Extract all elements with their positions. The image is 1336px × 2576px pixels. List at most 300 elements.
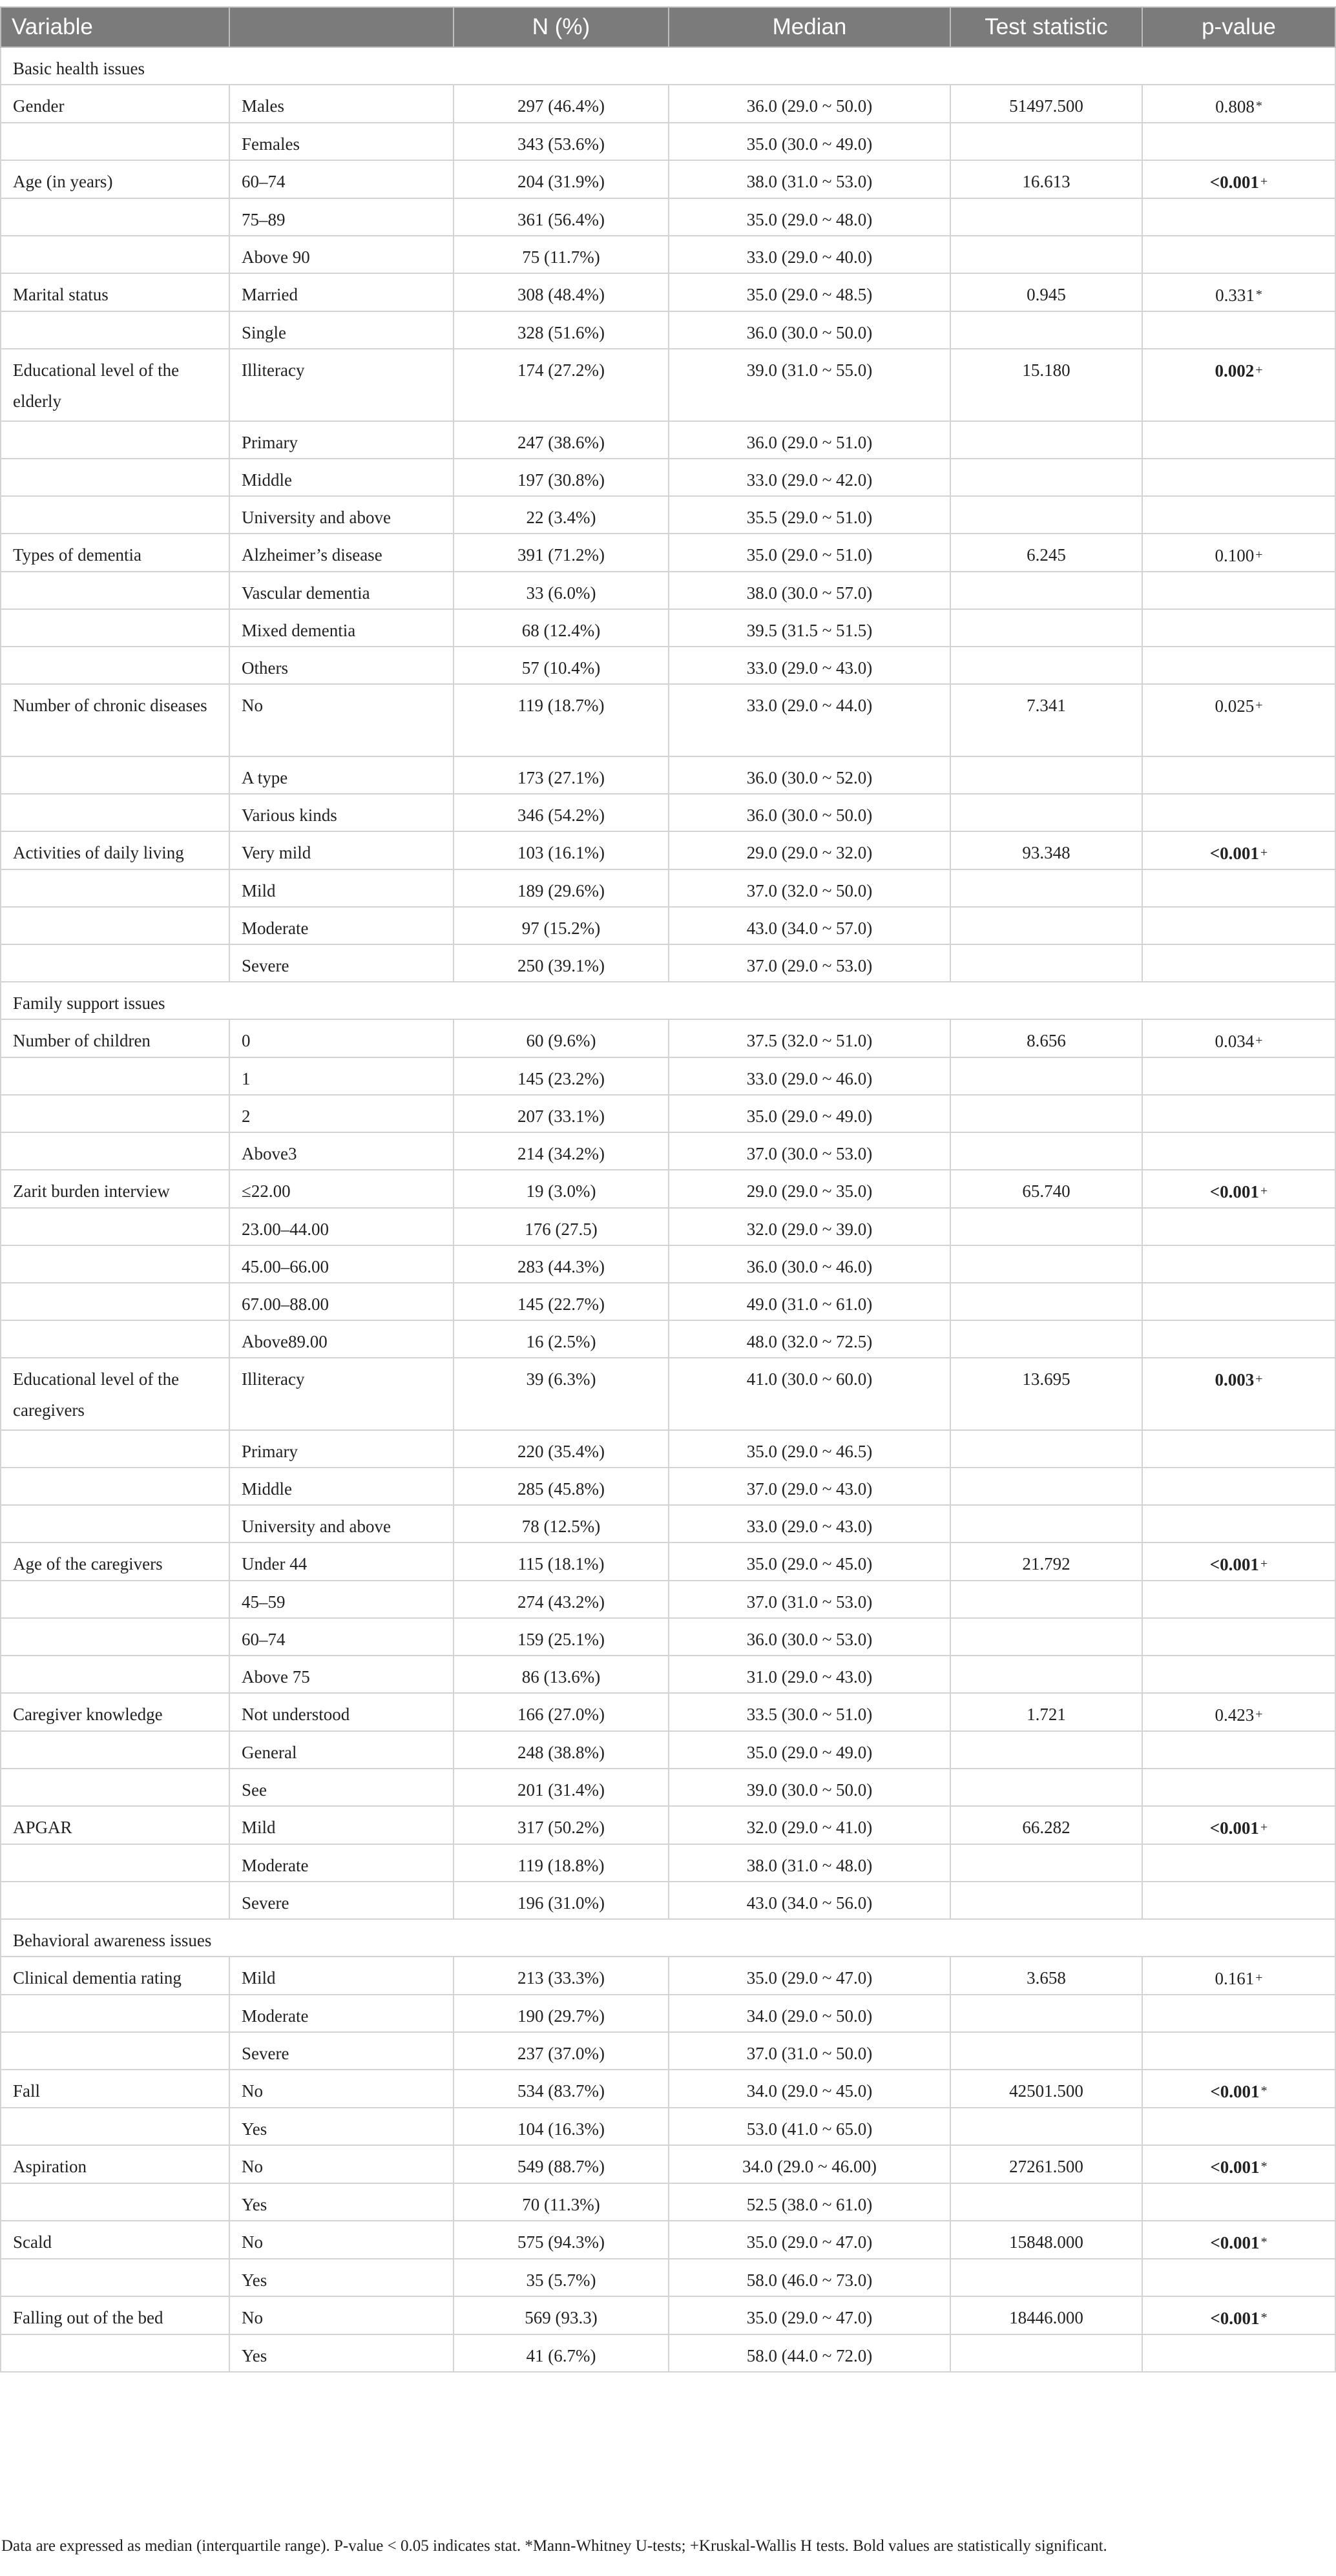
cell-category: Severe: [229, 1882, 454, 1919]
cell-median: 36.0 (30.0 ~ 52.0): [669, 756, 950, 794]
cell-test-statistic: 21.792: [950, 1542, 1142, 1581]
cell-variable: [1, 794, 229, 831]
section-label: Behavioral awareness issues: [1, 1919, 1335, 1957]
table-row: [1, 609, 1335, 647]
cell-n-percent: 68 (12.4%): [454, 609, 669, 647]
cell-n-percent: 166 (27.0%): [454, 1693, 669, 1731]
table-row: [1, 236, 1335, 273]
cell-test-statistic: [950, 2334, 1142, 2372]
cell-median: 35.0 (29.0 ~ 47.0): [669, 2221, 950, 2259]
cell-median: 33.0 (29.0 ~ 42.0): [669, 459, 950, 496]
table-row: [1, 1320, 1335, 1358]
cell-n-percent: 248 (38.8%): [454, 1731, 669, 1769]
cell-category: Severe: [229, 2032, 454, 2070]
cell-median: 35.0 (29.0 ~ 48.0): [669, 198, 950, 236]
header-category: [229, 7, 454, 47]
cell-median: 38.0 (30.0 ~ 57.0): [669, 572, 950, 609]
table-row: [1, 1208, 1335, 1245]
cell-variable: [1, 1731, 229, 1769]
cell-category: Females: [229, 123, 454, 160]
cell-n-percent: 159 (25.1%): [454, 1618, 669, 1656]
cell-test-statistic: [950, 459, 1142, 496]
table-row: [1, 2296, 1335, 2334]
cell-p-value: [1142, 311, 1335, 349]
p-value-text: 0.161: [1215, 1969, 1255, 1988]
cell-test-statistic: 27261.500: [950, 2145, 1142, 2183]
cell-test-statistic: [950, 311, 1142, 349]
cell-variable: [1, 2032, 229, 2070]
cell-category: 67.00–88.00: [229, 1283, 454, 1320]
cell-median: 36.0 (30.0 ~ 53.0): [669, 1618, 950, 1656]
cell-n-percent: 197 (30.8%): [454, 459, 669, 496]
cell-test-statistic: 18446.000: [950, 2296, 1142, 2334]
cell-p-value: [1142, 236, 1335, 273]
cell-n-percent: 317 (50.2%): [454, 1806, 669, 1844]
test-marker: +: [1255, 1971, 1263, 1985]
cell-median: 37.0 (30.0 ~ 53.0): [669, 1132, 950, 1170]
cell-test-statistic: [950, 1656, 1142, 1693]
cell-variable: Marital status: [1, 273, 229, 311]
table-row: [1, 1731, 1335, 1769]
section-row: [1, 47, 1335, 85]
cell-variable: Scald: [1, 2221, 229, 2259]
p-value-text: 0.002: [1215, 361, 1255, 380]
cell-median: 29.0 (29.0 ~ 32.0): [669, 831, 950, 869]
table-row: [1, 1995, 1335, 2032]
header-variable: Variable: [1, 7, 229, 47]
cell-test-statistic: 6.245: [950, 534, 1142, 572]
cell-test-statistic: [950, 236, 1142, 273]
cell-n-percent: 41 (6.7%): [454, 2334, 669, 2372]
table-row: [1, 1057, 1335, 1095]
cell-test-statistic: [950, 2259, 1142, 2296]
table-row: [1, 831, 1335, 869]
cell-variable: [1, 1132, 229, 1170]
cell-variable: [1, 2183, 229, 2221]
table-row: [1, 311, 1335, 349]
cell-test-statistic: [950, 1057, 1142, 1095]
cell-category: Moderate: [229, 1995, 454, 2032]
cell-variable: Educational level of the caregivers: [1, 1358, 229, 1430]
table-row: [1, 572, 1335, 609]
cell-p-value: [1142, 1769, 1335, 1806]
cell-p-value: [1142, 794, 1335, 831]
cell-variable: [1, 1581, 229, 1618]
cell-n-percent: 86 (13.6%): [454, 1656, 669, 1693]
cell-variable: [1, 647, 229, 684]
cell-median: 35.0 (29.0 ~ 51.0): [669, 534, 950, 572]
cell-median: 38.0 (31.0 ~ 53.0): [669, 160, 950, 198]
cell-test-statistic: [950, 2183, 1142, 2221]
cell-category: Not understood: [229, 1693, 454, 1731]
cell-test-statistic: 93.348: [950, 831, 1142, 869]
cell-p-value: [1142, 1505, 1335, 1542]
cell-p-value: [1142, 349, 1335, 421]
cell-test-statistic: 1.721: [950, 1693, 1142, 1731]
cell-p-value: [1142, 421, 1335, 459]
cell-median: 53.0 (41.0 ~ 65.0): [669, 2108, 950, 2145]
cell-variable: Types of dementia: [1, 534, 229, 572]
cell-test-statistic: 3.658: [950, 1957, 1142, 1995]
cell-n-percent: 534 (83.7%): [454, 2070, 669, 2108]
table-row: [1, 198, 1335, 236]
cell-variable: [1, 1618, 229, 1656]
cell-category: No: [229, 2070, 454, 2108]
cell-test-statistic: 51497.500: [950, 85, 1142, 123]
test-marker: +: [1255, 548, 1263, 562]
table-row: [1, 421, 1335, 459]
cell-variable: Falling out of the bed: [1, 2296, 229, 2334]
cell-p-value: [1142, 684, 1335, 756]
cell-variable: APGAR: [1, 1806, 229, 1844]
cell-variable: [1, 1769, 229, 1806]
table-row: [1, 647, 1335, 684]
cell-variable: Zarit burden interview: [1, 1170, 229, 1208]
cell-n-percent: 176 (27.5): [454, 1208, 669, 1245]
cell-n-percent: 569 (93.3): [454, 2296, 669, 2334]
cell-p-value: [1142, 1132, 1335, 1170]
p-value-text: <0.001: [1209, 1818, 1259, 1838]
cell-variable: Activities of daily living: [1, 831, 229, 869]
cell-median: 35.0 (29.0 ~ 49.0): [669, 1731, 950, 1769]
cell-test-statistic: 15.180: [950, 349, 1142, 421]
cell-test-statistic: [950, 123, 1142, 160]
cell-n-percent: 207 (33.1%): [454, 1095, 669, 1132]
cell-variable: [1, 907, 229, 944]
cell-test-statistic: 66.282: [950, 1806, 1142, 1844]
cell-p-value: [1142, 1656, 1335, 1693]
table-row: [1, 459, 1335, 496]
cell-test-statistic: [950, 2032, 1142, 2070]
cell-p-value: [1142, 1806, 1335, 1844]
cell-median: 33.0 (29.0 ~ 40.0): [669, 236, 950, 273]
cell-n-percent: 19 (3.0%): [454, 1170, 669, 1208]
section-row: [1, 982, 1335, 1019]
cell-n-percent: 173 (27.1%): [454, 756, 669, 794]
table-row: [1, 85, 1335, 123]
cell-median: 32.0 (29.0 ~ 39.0): [669, 1208, 950, 1245]
cell-n-percent: 60 (9.6%): [454, 1019, 669, 1057]
cell-variable: Age of the caregivers: [1, 1542, 229, 1581]
cell-test-statistic: [950, 1320, 1142, 1358]
cell-test-statistic: [950, 1581, 1142, 1618]
cell-test-statistic: [950, 1995, 1142, 2032]
cell-variable: Aspiration: [1, 2145, 229, 2183]
cell-variable: [1, 572, 229, 609]
cell-category: See: [229, 1769, 454, 1806]
cell-p-value: [1142, 198, 1335, 236]
table-row: [1, 1095, 1335, 1132]
table-row: [1, 1806, 1335, 1844]
cell-n-percent: 274 (43.2%): [454, 1581, 669, 1618]
table-row: [1, 1769, 1335, 1806]
cell-median: 39.0 (30.0 ~ 50.0): [669, 1769, 950, 1806]
test-marker: *: [1260, 2159, 1268, 2174]
cell-n-percent: 201 (31.4%): [454, 1769, 669, 1806]
cell-variable: [1, 2334, 229, 2372]
table-row: [1, 1882, 1335, 1919]
test-marker: *: [1255, 287, 1262, 302]
cell-n-percent: 189 (29.6%): [454, 869, 669, 907]
cell-median: 35.0 (29.0 ~ 47.0): [669, 1957, 950, 1995]
cell-p-value: [1142, 2108, 1335, 2145]
cell-p-value: [1142, 2183, 1335, 2221]
test-marker: +: [1255, 1372, 1263, 1386]
cell-category: Single: [229, 311, 454, 349]
cell-variable: [1, 1430, 229, 1468]
cell-p-value: [1142, 1844, 1335, 1882]
table-row: [1, 2145, 1335, 2183]
header-median: Median: [669, 7, 950, 47]
cell-p-value: [1142, 534, 1335, 572]
cell-median: 33.0 (29.0 ~ 43.0): [669, 647, 950, 684]
cell-p-value: [1142, 273, 1335, 311]
cell-variable: [1, 1245, 229, 1283]
cell-category: Above3: [229, 1132, 454, 1170]
test-marker: +: [1260, 1184, 1268, 1198]
p-value-text: <0.001: [1209, 1182, 1259, 1201]
cell-test-statistic: 8.656: [950, 1019, 1142, 1057]
cell-variable: [1, 1468, 229, 1505]
p-value-text: <0.001: [1209, 844, 1259, 863]
cell-category: Illiteracy: [229, 1358, 454, 1430]
cell-p-value: [1142, 2070, 1335, 2108]
cell-p-value: [1142, 2145, 1335, 2183]
cell-variable: [1, 1995, 229, 2032]
cell-median: 39.0 (31.0 ~ 55.0): [669, 349, 950, 421]
cell-median: 33.0 (29.0 ~ 43.0): [669, 1505, 950, 1542]
table-row: [1, 1656, 1335, 1693]
cell-test-statistic: [950, 1095, 1142, 1132]
cell-variable: [1, 1656, 229, 1693]
cell-category: Vascular dementia: [229, 572, 454, 609]
cell-category: No: [229, 2221, 454, 2259]
cell-variable: [1, 1882, 229, 1919]
cell-variable: [1, 1057, 229, 1095]
table-row: [1, 2032, 1335, 2070]
cell-n-percent: 103 (16.1%): [454, 831, 669, 869]
cell-n-percent: 214 (34.2%): [454, 1132, 669, 1170]
p-value-text: <0.001: [1210, 2309, 1260, 2328]
cell-variable: [1, 1844, 229, 1882]
cell-n-percent: 145 (23.2%): [454, 1057, 669, 1095]
cell-test-statistic: [950, 1208, 1142, 1245]
cell-test-statistic: 7.341: [950, 684, 1142, 756]
cell-test-statistic: [950, 1769, 1142, 1806]
cell-test-statistic: [950, 647, 1142, 684]
cell-n-percent: 75 (11.7%): [454, 236, 669, 273]
table-row: [1, 944, 1335, 982]
results-table: [0, 6, 1336, 2373]
cell-p-value: [1142, 2334, 1335, 2372]
cell-median: 29.0 (29.0 ~ 35.0): [669, 1170, 950, 1208]
cell-median: 34.0 (29.0 ~ 46.00): [669, 2145, 950, 2183]
cell-n-percent: 145 (22.7%): [454, 1283, 669, 1320]
cell-n-percent: 285 (45.8%): [454, 1468, 669, 1505]
cell-n-percent: 39 (6.3%): [454, 1358, 669, 1430]
cell-variable: [1, 944, 229, 982]
cell-category: Primary: [229, 1430, 454, 1468]
header-n-percent: N (%): [454, 7, 669, 47]
cell-median: 58.0 (44.0 ~ 72.0): [669, 2334, 950, 2372]
cell-p-value: [1142, 1358, 1335, 1430]
cell-median: 52.5 (38.0 ~ 61.0): [669, 2183, 950, 2221]
cell-variable: Caregiver knowledge: [1, 1693, 229, 1731]
cell-p-value: [1142, 2259, 1335, 2296]
cell-p-value: [1142, 572, 1335, 609]
cell-test-statistic: [950, 1132, 1142, 1170]
cell-p-value: [1142, 756, 1335, 794]
p-value-text: 0.331: [1215, 286, 1255, 305]
table-row: [1, 496, 1335, 534]
table-row: [1, 273, 1335, 311]
cell-p-value: [1142, 831, 1335, 869]
cell-median: 34.0 (29.0 ~ 50.0): [669, 1995, 950, 2032]
test-marker: +: [1260, 846, 1268, 860]
table-row: [1, 794, 1335, 831]
cell-test-statistic: 42501.500: [950, 2070, 1142, 2108]
table-row: [1, 1505, 1335, 1542]
table-row: [1, 907, 1335, 944]
cell-p-value: [1142, 1430, 1335, 1468]
cell-median: 37.0 (31.0 ~ 50.0): [669, 2032, 950, 2070]
cell-variable: [1, 198, 229, 236]
p-value-text: <0.001: [1209, 172, 1259, 192]
cell-median: 35.0 (29.0 ~ 47.0): [669, 2296, 950, 2334]
cell-test-statistic: [950, 572, 1142, 609]
cell-test-statistic: 16.613: [950, 160, 1142, 198]
cell-p-value: [1142, 1019, 1335, 1057]
p-value-text: 0.034: [1215, 1032, 1255, 1051]
cell-test-statistic: [950, 198, 1142, 236]
cell-variable: [1, 756, 229, 794]
cell-category: General: [229, 1731, 454, 1769]
cell-category: 60–74: [229, 1618, 454, 1656]
cell-p-value: [1142, 123, 1335, 160]
p-value-text: <0.001: [1209, 1555, 1259, 1574]
table-row: [1, 2334, 1335, 2372]
cell-category: 60–74: [229, 160, 454, 198]
cell-test-statistic: [950, 869, 1142, 907]
table-row: [1, 1283, 1335, 1320]
header-test-statistic: Test statistic: [950, 7, 1142, 47]
table-row: [1, 1542, 1335, 1581]
table-row: [1, 1245, 1335, 1283]
cell-test-statistic: [950, 1731, 1142, 1769]
section-label: Family support issues: [1, 982, 1335, 1019]
cell-median: 33.5 (30.0 ~ 51.0): [669, 1693, 950, 1731]
cell-variable: [1, 1283, 229, 1320]
cell-variable: Age (in years): [1, 160, 229, 198]
cell-variable: [1, 123, 229, 160]
table-row: [1, 1581, 1335, 1618]
cell-variable: [1, 2108, 229, 2145]
cell-category: 23.00–44.00: [229, 1208, 454, 1245]
cell-p-value: [1142, 1320, 1335, 1358]
cell-p-value: [1142, 609, 1335, 647]
cell-category: University and above: [229, 1505, 454, 1542]
cell-category: 0: [229, 1019, 454, 1057]
cell-n-percent: 174 (27.2%): [454, 349, 669, 421]
cell-p-value: [1142, 1957, 1335, 1995]
table-row: [1, 1693, 1335, 1731]
cell-variable: Clinical dementia rating: [1, 1957, 229, 1995]
cell-category: Yes: [229, 2334, 454, 2372]
cell-n-percent: 115 (18.1%): [454, 1542, 669, 1581]
cell-category: Illiteracy: [229, 349, 454, 421]
cell-n-percent: 196 (31.0%): [454, 1882, 669, 1919]
cell-n-percent: 328 (51.6%): [454, 311, 669, 349]
cell-p-value: [1142, 869, 1335, 907]
cell-n-percent: 16 (2.5%): [454, 1320, 669, 1358]
cell-category: Mild: [229, 869, 454, 907]
cell-p-value: [1142, 1095, 1335, 1132]
cell-median: 35.0 (30.0 ~ 49.0): [669, 123, 950, 160]
cell-variable: [1, 459, 229, 496]
cell-test-statistic: [950, 1618, 1142, 1656]
table-row: [1, 2108, 1335, 2145]
cell-category: Primary: [229, 421, 454, 459]
cell-median: 48.0 (32.0 ~ 72.5): [669, 1320, 950, 1358]
cell-p-value: [1142, 944, 1335, 982]
cell-category: Yes: [229, 2259, 454, 2296]
cell-n-percent: 247 (38.6%): [454, 421, 669, 459]
cell-median: 41.0 (30.0 ~ 60.0): [669, 1358, 950, 1430]
cell-variable: [1, 1320, 229, 1358]
cell-category: Above89.00: [229, 1320, 454, 1358]
cell-variable: [1, 496, 229, 534]
cell-n-percent: 57 (10.4%): [454, 647, 669, 684]
cell-category: Others: [229, 647, 454, 684]
test-marker: *: [1260, 2311, 1268, 2325]
test-marker: +: [1260, 1557, 1268, 1571]
cell-n-percent: 33 (6.0%): [454, 572, 669, 609]
cell-variable: [1, 1208, 229, 1245]
cell-median: 43.0 (34.0 ~ 56.0): [669, 1882, 950, 1919]
cell-test-statistic: [950, 1245, 1142, 1283]
cell-n-percent: 250 (39.1%): [454, 944, 669, 982]
cell-category: Mixed dementia: [229, 609, 454, 647]
table-row: [1, 756, 1335, 794]
header-row: [1, 7, 1335, 47]
cell-category: University and above: [229, 496, 454, 534]
cell-test-statistic: [950, 1283, 1142, 1320]
cell-n-percent: 308 (48.4%): [454, 273, 669, 311]
cell-p-value: [1142, 1995, 1335, 2032]
cell-test-statistic: [950, 2108, 1142, 2145]
cell-test-statistic: [950, 1882, 1142, 1919]
cell-test-statistic: [950, 1430, 1142, 1468]
cell-variable: [1, 421, 229, 459]
table-row: [1, 160, 1335, 198]
table-row: [1, 349, 1335, 421]
cell-p-value: [1142, 1468, 1335, 1505]
cell-n-percent: 35 (5.7%): [454, 2259, 669, 2296]
cell-category: Married: [229, 273, 454, 311]
cell-test-statistic: [950, 944, 1142, 982]
cell-category: ≤22.00: [229, 1170, 454, 1208]
cell-category: Severe: [229, 944, 454, 982]
cell-test-statistic: [950, 1844, 1142, 1882]
cell-n-percent: 575 (94.3%): [454, 2221, 669, 2259]
cell-category: Alzheimer’s disease: [229, 534, 454, 572]
cell-median: 37.0 (29.0 ~ 53.0): [669, 944, 950, 982]
cell-median: 49.0 (31.0 ~ 61.0): [669, 1283, 950, 1320]
cell-median: 36.0 (29.0 ~ 51.0): [669, 421, 950, 459]
cell-test-statistic: 65.740: [950, 1170, 1142, 1208]
cell-p-value: [1142, 1057, 1335, 1095]
cell-category: Males: [229, 85, 454, 123]
